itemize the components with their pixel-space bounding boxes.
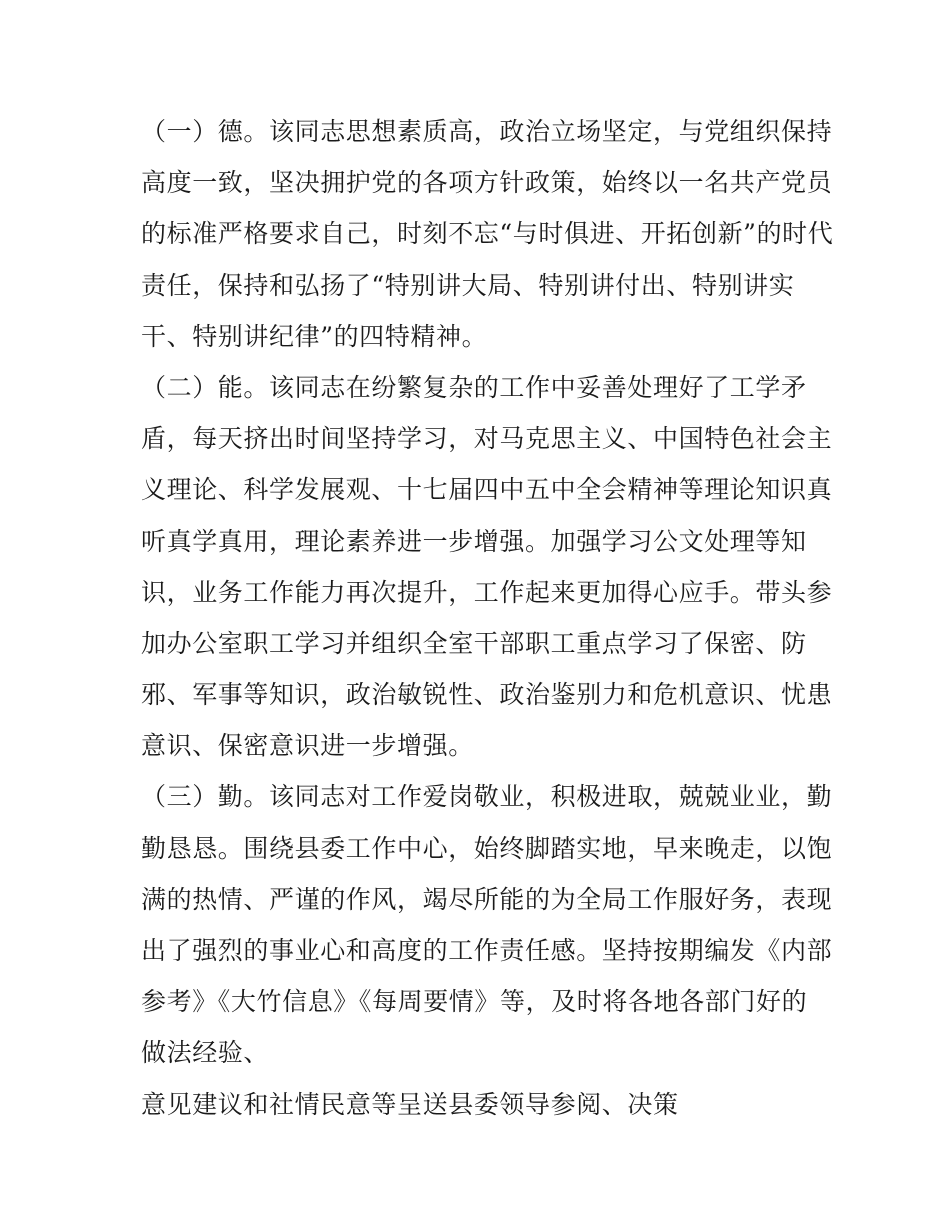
text-line: 盾，每天挤出时间坚持学习，对马克思主义、中国特色社会主 xyxy=(141,424,833,454)
text-line: 做法经验、 xyxy=(141,1038,270,1068)
text-line: 责任，保持和弘扬了“特别讲大局、特别讲付出、特别讲实 xyxy=(141,270,795,300)
document-body xyxy=(141,106,834,1130)
text-line: （一）德。该同志思想素质高，政治立场坚定，与党组织保持 xyxy=(141,117,833,146)
text-line: 加办公室职工学习并组织全室干部职工重点学习了保密、防 xyxy=(141,628,807,658)
text-line: （二）能。该同志在纷繁复杂的工作中妥善处理好了工学矛 xyxy=(141,372,807,402)
text-line: 参考》《大竹信息》《每周要情》等，及时将各地各部门好的 xyxy=(141,987,808,1017)
text-line: 满的热情、严谨的作风，竭尽所能的为全局工作服好务，表现 xyxy=(141,884,833,914)
text-line: 意见建议和社情民意等呈送县委领导参阅、决策 xyxy=(141,1089,679,1119)
text-line: 的标准严格要求自己，时刻不忘“与时俱进、开拓创新”的时代 xyxy=(141,219,834,249)
text-line: 勤恳恳。围绕县委工作中心，始终脚踏实地，早来晚走，以饱 xyxy=(141,833,833,863)
text-line: 意识、保密意识进一步增强。 xyxy=(141,731,474,761)
text-line: （三）勤。该同志对工作爱岗敬业，积极进取，兢兢业业，勤 xyxy=(141,782,833,812)
text-line: 高度一致，坚决拥护党的各项方针政策，始终以一名共产党员 xyxy=(141,168,833,198)
text-line: 识，业务工作能力再次提升，工作起来更加得心应手。带头参 xyxy=(141,577,833,607)
text-line: 义理论、科学发展观、十七届四中五中全会精神等理论知识真 xyxy=(141,475,833,505)
text-line: 出了强烈的事业心和高度的工作责任感。坚持按期编发《内部 xyxy=(141,936,833,965)
text-line: 邪、军事等知识，政治敏锐性、政治鉴别力和危机意识、忧患 xyxy=(141,680,833,710)
text-line: 干、特别讲纪律”的四特精神。 xyxy=(141,321,488,351)
text-line: 听真学真用，理论素养进一步增强。加强学习公文处理等知 xyxy=(141,526,807,556)
